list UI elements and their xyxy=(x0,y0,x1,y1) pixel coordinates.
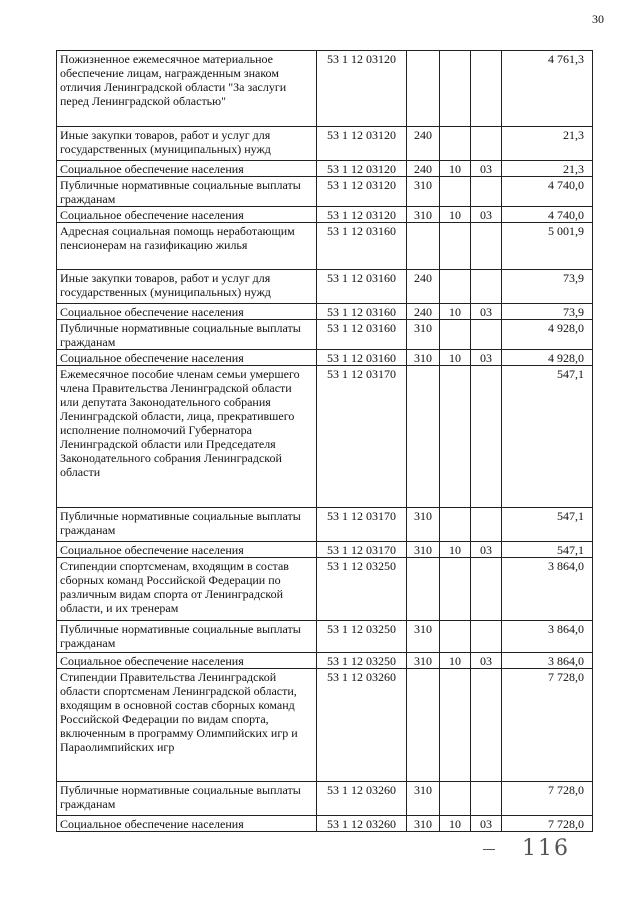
row-target-code: 53 1 12 03120 xyxy=(317,207,407,223)
row-amount: 3 864,0 xyxy=(502,653,593,669)
row-section xyxy=(440,270,471,304)
row-amount: 5 001,9 xyxy=(502,223,593,270)
table-row xyxy=(57,669,593,782)
row-target-code: 53 1 12 03120 xyxy=(317,51,407,127)
row-name: Публичные нормативные социальные выплаты гражданам xyxy=(57,782,317,816)
table-row xyxy=(57,816,593,832)
row-section xyxy=(440,621,471,653)
dash-mark xyxy=(483,849,495,850)
row-expense-type xyxy=(407,366,440,508)
row-expense-type: 310 xyxy=(407,320,440,350)
row-name: Публичные нормативные социальные выплаты гражданам xyxy=(57,320,317,350)
row-section xyxy=(440,782,471,816)
row-name: Стипендии Правительства Ленинградской области спортсменам Ленинградской области, входящим в основной состав сборных команд Российской Федерации по видам спорта, включенным в программу Олимпийских игр и Параолимпийских игр xyxy=(57,669,317,782)
row-name: Социальное обеспечение населения xyxy=(57,653,317,669)
row-amount: 547,1 xyxy=(502,508,593,542)
row-amount: 4 740,0 xyxy=(502,207,593,223)
row-amount: 73,9 xyxy=(502,270,593,304)
row-amount: 21,3 xyxy=(502,161,593,177)
row-target-code: 53 1 12 03170 xyxy=(317,542,407,558)
row-subsection xyxy=(471,669,502,782)
row-expense-type: 310 xyxy=(407,621,440,653)
row-name: Социальное обеспечение населения xyxy=(57,542,317,558)
row-subsection: 03 xyxy=(471,816,502,832)
row-expense-type: 310 xyxy=(407,350,440,366)
row-target-code: 53 1 12 03160 xyxy=(317,270,407,304)
row-subsection xyxy=(471,508,502,542)
table-row xyxy=(57,542,593,558)
row-section xyxy=(440,508,471,542)
row-section: 10 xyxy=(440,816,471,832)
table-row xyxy=(57,350,593,366)
table-row xyxy=(57,127,593,161)
table-row xyxy=(57,161,593,177)
row-subsection xyxy=(471,51,502,127)
row-expense-type xyxy=(407,51,440,127)
table-row xyxy=(57,223,593,270)
row-subsection: 03 xyxy=(471,653,502,669)
row-subsection xyxy=(471,223,502,270)
budget-table xyxy=(56,50,593,832)
row-section: 10 xyxy=(440,653,471,669)
row-amount: 7 728,0 xyxy=(502,782,593,816)
row-expense-type xyxy=(407,223,440,270)
row-section xyxy=(440,177,471,207)
row-expense-type: 240 xyxy=(407,161,440,177)
row-subsection: 03 xyxy=(471,542,502,558)
table-row xyxy=(57,177,593,207)
row-expense-type xyxy=(407,669,440,782)
row-name: Публичные нормативные социальные выплаты гражданам xyxy=(57,508,317,542)
row-amount: 4 761,3 xyxy=(502,51,593,127)
row-expense-type: 310 xyxy=(407,782,440,816)
row-subsection xyxy=(471,782,502,816)
row-section xyxy=(440,366,471,508)
row-subsection xyxy=(471,270,502,304)
row-amount: 7 728,0 xyxy=(502,669,593,782)
row-section xyxy=(440,127,471,161)
row-section: 10 xyxy=(440,350,471,366)
row-subsection xyxy=(471,177,502,207)
table-row xyxy=(57,621,593,653)
row-expense-type: 310 xyxy=(407,816,440,832)
table-row xyxy=(57,782,593,816)
row-target-code: 53 1 12 03260 xyxy=(317,816,407,832)
row-section xyxy=(440,320,471,350)
row-name: Социальное обеспечение населения xyxy=(57,350,317,366)
row-expense-type: 310 xyxy=(407,653,440,669)
row-name: Публичные нормативные социальные выплаты гражданам xyxy=(57,621,317,653)
row-amount: 4 740,0 xyxy=(502,177,593,207)
row-name: Социальное обеспечение населения xyxy=(57,207,317,223)
row-subsection xyxy=(471,558,502,621)
row-name: Социальное обеспечение населения xyxy=(57,161,317,177)
row-expense-type: 310 xyxy=(407,177,440,207)
row-amount: 547,1 xyxy=(502,366,593,508)
row-target-code: 53 1 12 03170 xyxy=(317,508,407,542)
row-section xyxy=(440,558,471,621)
row-name: Социальное обеспечение населения xyxy=(57,816,317,832)
row-subsection: 03 xyxy=(471,161,502,177)
row-target-code: 53 1 12 03160 xyxy=(317,350,407,366)
row-amount: 4 928,0 xyxy=(502,350,593,366)
row-target-code: 53 1 12 03160 xyxy=(317,320,407,350)
table-row xyxy=(57,51,593,127)
row-name: Публичные нормативные социальные выплаты гражданам xyxy=(57,177,317,207)
table-row xyxy=(57,270,593,304)
table-row xyxy=(57,508,593,542)
row-target-code: 53 1 12 03260 xyxy=(317,669,407,782)
table-row xyxy=(57,558,593,621)
table-row xyxy=(57,304,593,320)
row-name: Иные закупки товаров, работ и услуг для государственных (муниципальных) нужд xyxy=(57,270,317,304)
row-section: 10 xyxy=(440,304,471,320)
row-section: 10 xyxy=(440,161,471,177)
row-name: Ежемесячное пособие членам семьи умершего члена Правительства Ленинградской области или депутата Законодательного собрания Ленинградской области, лица, прекратившего исполнение полномочий Губернатора Ленинградской области или Председателя Законодательного собрания Ленинградской области xyxy=(57,366,317,508)
table-body xyxy=(57,51,593,832)
row-subsection: 03 xyxy=(471,350,502,366)
row-expense-type: 310 xyxy=(407,207,440,223)
handwritten-page-mark: 116 xyxy=(522,836,570,861)
row-section xyxy=(440,223,471,270)
row-name: Иные закупки товаров, работ и услуг для государственных (муниципальных) нужд xyxy=(57,127,317,161)
row-section xyxy=(440,669,471,782)
row-expense-type: 310 xyxy=(407,508,440,542)
row-target-code: 53 1 12 03160 xyxy=(317,223,407,270)
row-subsection: 03 xyxy=(471,304,502,320)
row-expense-type: 240 xyxy=(407,270,440,304)
row-target-code: 53 1 12 03250 xyxy=(317,653,407,669)
row-section: 10 xyxy=(440,542,471,558)
row-subsection xyxy=(471,621,502,653)
row-amount: 547,1 xyxy=(502,542,593,558)
row-amount: 3 864,0 xyxy=(502,621,593,653)
row-amount: 73,9 xyxy=(502,304,593,320)
row-amount: 21,3 xyxy=(502,127,593,161)
row-name: Социальное обеспечение населения xyxy=(57,304,317,320)
row-target-code: 53 1 12 03260 xyxy=(317,782,407,816)
row-target-code: 53 1 12 03250 xyxy=(317,621,407,653)
row-target-code: 53 1 12 03120 xyxy=(317,127,407,161)
row-amount: 3 864,0 xyxy=(502,558,593,621)
row-name: Стипендии спортсменам, входящим в состав сборных команд Российской Федерации по различным видам спорта от Ленинградской области, и их тренерам xyxy=(57,558,317,621)
row-name: Адресная социальная помощь неработающим пенсионерам на газификацию жилья xyxy=(57,223,317,270)
row-subsection: 03 xyxy=(471,207,502,223)
row-subsection xyxy=(471,127,502,161)
row-target-code: 53 1 12 03120 xyxy=(317,177,407,207)
row-section xyxy=(440,51,471,127)
row-amount: 7 728,0 xyxy=(502,816,593,832)
row-subsection xyxy=(471,320,502,350)
row-amount: 4 928,0 xyxy=(502,320,593,350)
table-row xyxy=(57,320,593,350)
row-target-code: 53 1 12 03120 xyxy=(317,161,407,177)
table-row xyxy=(57,653,593,669)
row-target-code: 53 1 12 03170 xyxy=(317,366,407,508)
row-expense-type xyxy=(407,558,440,621)
row-expense-type: 240 xyxy=(407,127,440,161)
table-row xyxy=(57,366,593,508)
row-target-code: 53 1 12 03250 xyxy=(317,558,407,621)
row-subsection xyxy=(471,366,502,508)
row-section: 10 xyxy=(440,207,471,223)
row-expense-type: 310 xyxy=(407,542,440,558)
row-expense-type: 240 xyxy=(407,304,440,320)
table-row xyxy=(57,207,593,223)
row-name: Пожизненное ежемесячное материальное обеспечение лицам, награжденным знаком отличия Ленинградской области "За заслуги перед Ленинградской областью" xyxy=(57,51,317,127)
row-target-code: 53 1 12 03160 xyxy=(317,304,407,320)
page-number: 30 xyxy=(592,12,604,26)
